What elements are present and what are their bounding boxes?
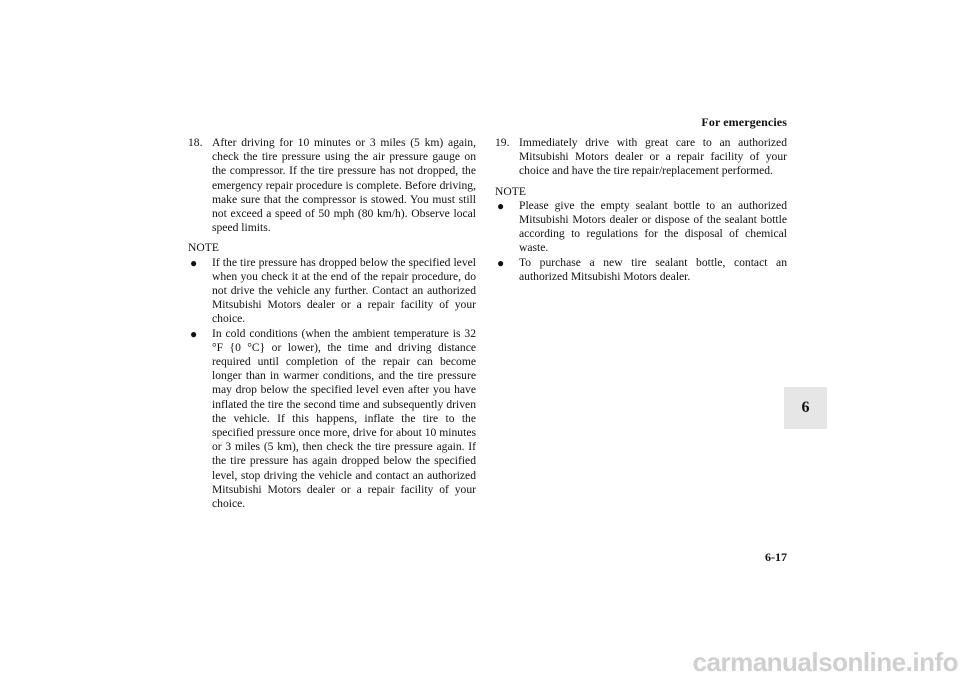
note-title: NOTE [495, 184, 526, 198]
left-column [188, 136, 476, 511]
step-number: 18. [188, 136, 203, 149]
note-bullet [190, 256, 476, 327]
bullet-icon: ● [190, 255, 198, 270]
note-bullet [497, 256, 787, 284]
chapter-tab [784, 387, 827, 429]
right-column [495, 136, 787, 284]
step-number: 19. [495, 136, 510, 149]
step-19 [495, 136, 787, 179]
note-bullet [497, 199, 787, 256]
bullet-icon: ● [497, 255, 505, 270]
note-text: To purchase a new tire sealant bottle, contact an authorized Mitsubishi Motors dealer. [519, 255, 787, 283]
step-text: Immediately drive with great care to an authorized Mitsubishi Motors dealer or a repair facility of your choice and have the tire repair/replacement performed. [519, 136, 787, 178]
step-18 [188, 136, 476, 235]
page-number: 6-17 [765, 550, 787, 564]
note-bullet [190, 327, 476, 512]
note-title: NOTE [188, 241, 219, 255]
section-header: For emergencies [701, 115, 787, 129]
note-text: In cold conditions (when the ambient temperature is 32 °F {0 °C} or lower), the time and driving distance required until completion of the repair can become longer than in warmer conditions, and the tire pressure may drop below the specified level even after you have inflated the tire the second time and subsequently driven the vehicle. If this happens, inflate the tire to the specified pressure once more, drive for about 10 minutes or 3 miles (5 km), then check the tire pressure again. If the tire pressure has again dropped below the specified level, stop driving the vehicle and contact an authorized Mitsubishi Motors dealer or a repair facility of your choice. [212, 326, 476, 511]
note-text: If the tire pressure has dropped below the specified level when you check it at the end of the repair procedure, do not drive the vehicle any further. Contact an authorized Mitsubishi Motors dealer or a repair facility of your choice. [212, 255, 476, 326]
note-text: Please give the empty sealant bottle to an authorized Mitsubishi Motors dealer or dispose of the sealant bottle according to regulations for the disposal of chemical waste. [519, 198, 787, 255]
chapter-number: 6 [801, 399, 810, 416]
bullet-icon: ● [190, 326, 198, 341]
watermark-logo: carmanualsonline.info [692, 647, 958, 677]
bullet-icon: ● [497, 198, 505, 213]
step-text: After driving for 10 minutes or 3 miles (5 km) again, check the tire pressure using the air pressure gauge on the compressor. If the tire pressure has not dropped, the emergency repair procedure is complete. Before driving, make sure that the compressor is stowed. You must still not exceed a speed of 50 mph (80 km/h). Observe local speed limits. [212, 136, 476, 235]
